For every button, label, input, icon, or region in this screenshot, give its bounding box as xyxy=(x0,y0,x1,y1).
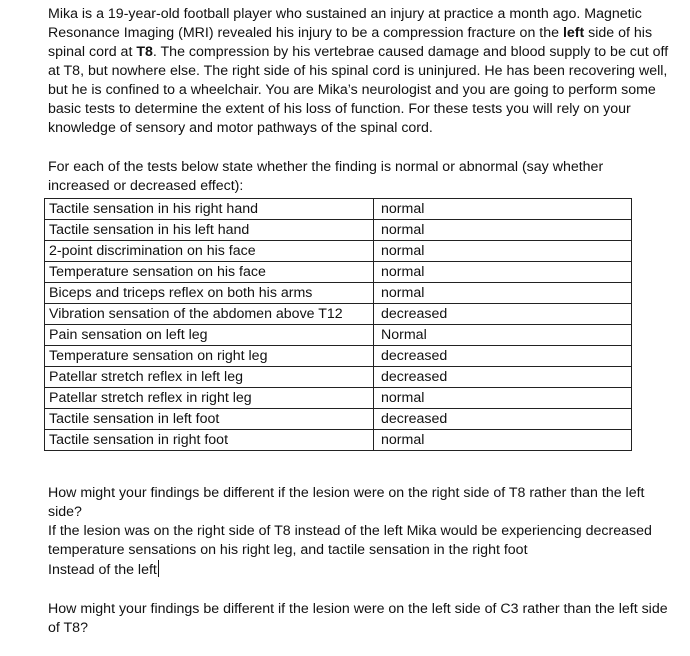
table-row xyxy=(45,430,632,451)
document-page xyxy=(48,5,680,638)
test-name-cell: Patellar stretch reflex in right leg xyxy=(45,388,374,409)
test-name-cell: Tactile sensation in his left hand xyxy=(45,220,374,241)
result-cell[interactable]: normal xyxy=(374,220,632,241)
test-name-cell: Vibration sensation of the abdomen above T12 xyxy=(45,304,374,325)
test-name-cell: 2-point discrimination on his face xyxy=(45,241,374,262)
result-cell[interactable]: normal xyxy=(374,283,632,304)
test-name-cell: Tactile sensation in his right hand xyxy=(45,199,374,220)
test-name-cell: Pain sensation on left leg xyxy=(45,325,374,346)
answer-1-continuation[interactable] xyxy=(48,560,680,580)
answer-1-continuation-text: Instead of the left xyxy=(48,562,157,578)
instructions-paragraph: For each of the tests below state whether the finding is normal or abnormal (say whether increased or decreased effect): xyxy=(48,159,604,194)
test-name-cell: Temperature sensation on his face xyxy=(45,262,374,283)
text-cursor xyxy=(158,560,159,577)
question-2-text: How might your findings be different if the lesion were on the left side of C3 rather than the left side of T8? xyxy=(48,601,668,636)
result-cell[interactable]: normal xyxy=(374,199,632,220)
table-row xyxy=(45,325,632,346)
table-row xyxy=(45,409,632,430)
table-row xyxy=(45,220,632,241)
result-cell[interactable]: normal xyxy=(374,388,632,409)
result-cell[interactable]: decreased xyxy=(374,304,632,325)
result-cell[interactable]: decreased xyxy=(374,346,632,367)
result-cell[interactable]: normal xyxy=(374,241,632,262)
result-cell[interactable]: Normal xyxy=(374,325,632,346)
test-name-cell: Biceps and triceps reflex on both his arms xyxy=(45,283,374,304)
result-cell[interactable]: decreased xyxy=(374,409,632,430)
result-cell[interactable]: normal xyxy=(374,430,632,451)
tests-table xyxy=(44,198,632,451)
test-name-cell: Patellar stretch reflex in left leg xyxy=(45,367,374,388)
result-cell[interactable]: decreased xyxy=(374,367,632,388)
intro-text-3: . The compression by his vertebrae caused damage and blood supply to be cut off at T8, but nowhere else. The right side of his spinal cord is uninjured. He has been recovering well, but he is confined to a wheelchair. You are Mika’s neurologist and you are going to perform some basic tests to determine the extent of his loss of function. For these tests you will rely on your knowledge of sensory and motor pathways of the spinal cord. xyxy=(48,44,669,136)
table-row xyxy=(45,262,632,283)
table-row xyxy=(45,304,632,325)
question-1-block xyxy=(48,484,680,580)
table-row xyxy=(45,199,632,220)
answer-1-text[interactable]: If the lesion was on the right side of T8 instead of the left Mika would be experiencing decreased temperature sensations on his right leg, and tactile sensation in the right foot xyxy=(48,523,652,558)
intro-text-2: side of his spinal cord at xyxy=(48,25,653,60)
question-2-block xyxy=(48,600,680,638)
intro-bold-left: left xyxy=(562,25,585,41)
question-1-text: How might your findings be different if the lesion were on the right side of T8 rather than the left side? xyxy=(48,485,645,520)
table-row xyxy=(45,241,632,262)
table-row xyxy=(45,283,632,304)
table-row xyxy=(45,388,632,409)
test-name-cell: Tactile sensation in right foot xyxy=(45,430,374,451)
test-name-cell: Tactile sensation in left foot xyxy=(45,409,374,430)
intro-text-1: Mika is a 19-year-old football player who sustained an injury at practice a month ago. Magnetic Resonance Imaging (MRI) revealed his injury to be a compression fracture on the xyxy=(48,6,642,41)
intro-paragraph xyxy=(48,5,670,138)
test-name-cell: Temperature sensation on right leg xyxy=(45,346,374,367)
intro-bold-t8: T8 xyxy=(136,44,153,60)
table-row xyxy=(45,367,632,388)
result-cell[interactable]: normal xyxy=(374,262,632,283)
table-row xyxy=(45,346,632,367)
